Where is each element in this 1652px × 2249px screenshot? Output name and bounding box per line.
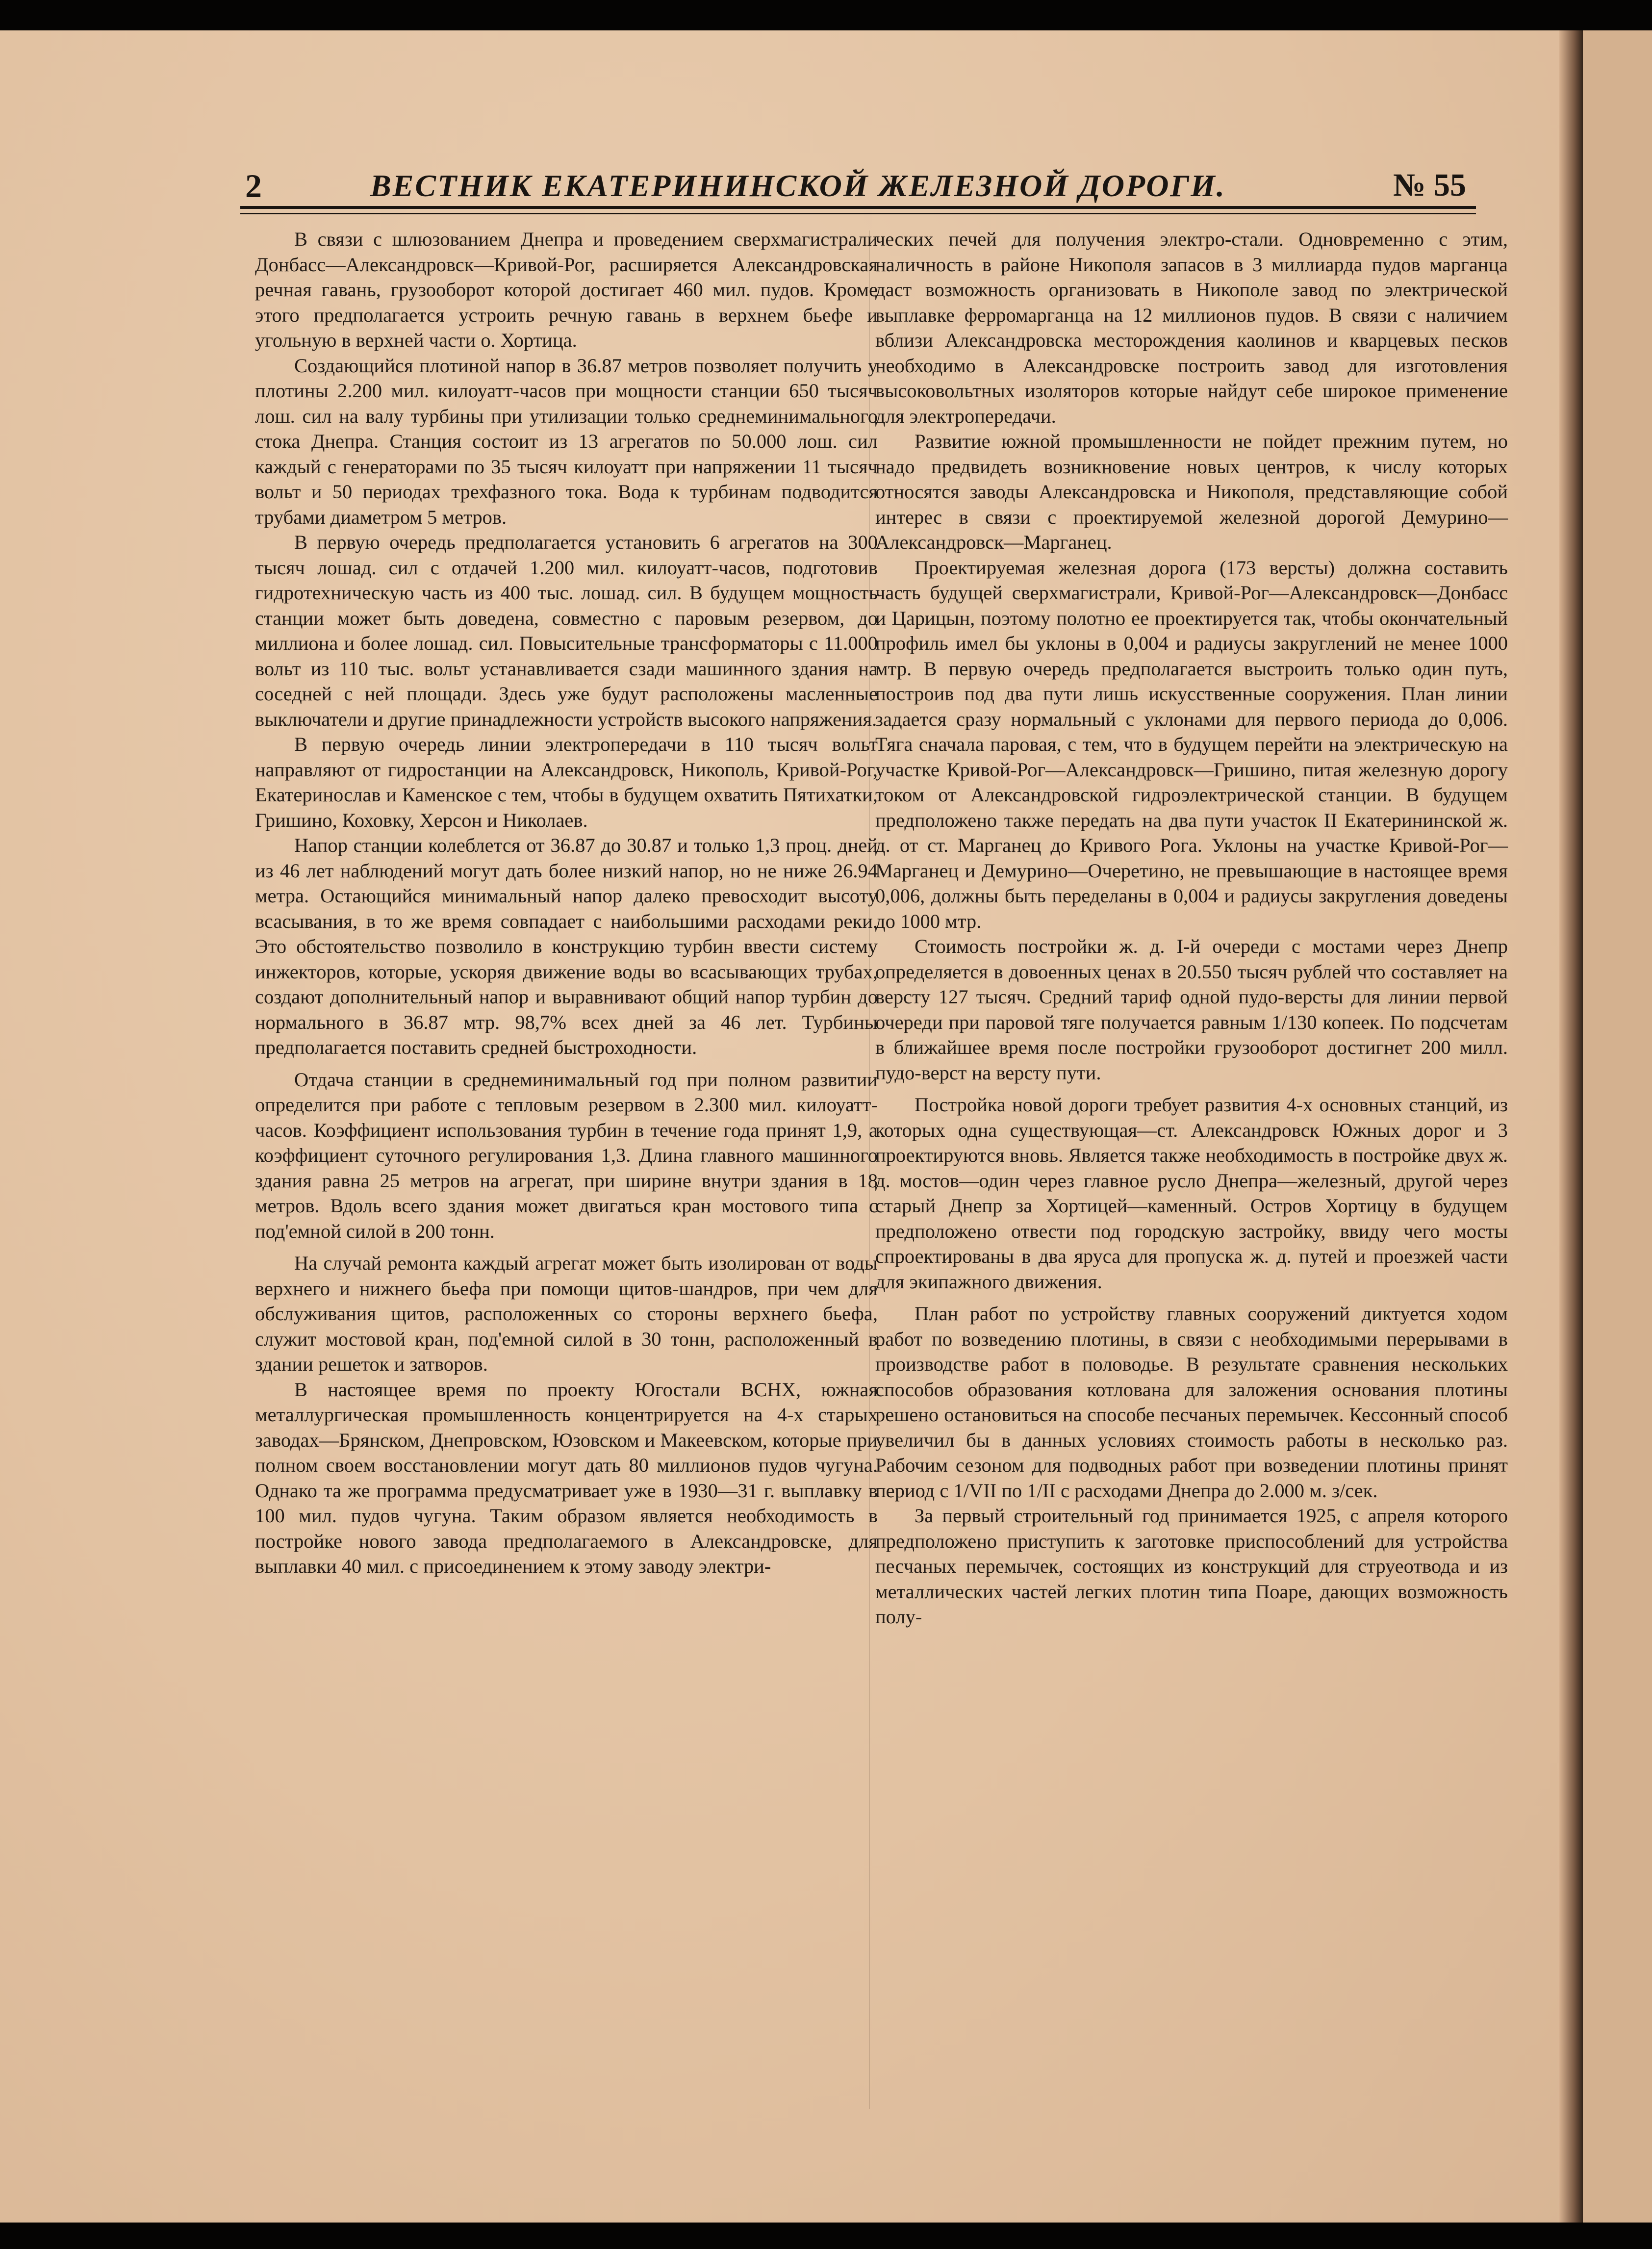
adjacent-page-edge: [1583, 30, 1652, 2223]
header-rule-thin: [240, 213, 1476, 214]
paragraph: Напор станции колеблется от 36.87 до 30.87 и только 1,3 проц. дней из 46 лет наблюдений могут дать более низкий напор, но не ниже 26.94 метра. Остающийся минимальный напор далеко превосходит высоту всасывания, в то же время совпадает с наибольшими расходами реки. Это обстоятельство позволило в конструкцию турбин ввести систему инжекторов, которые, ускоряя движение воды во всасывающих трубах, создают дополнительный напор и выравнивают общий напор турбин до нормального в 36.87 мтр. 98,7% всех дней за 46 лет. Турбины предполагается поставить средней быстроходности.: [255, 834, 878, 1058]
page-fold: [1559, 30, 1584, 2223]
newspaper-title: ВЕСТНИК ЕКАТЕРИНИНСКОЙ ЖЕЛЕЗНОЙ ДОРОГИ.: [370, 168, 1226, 203]
paragraph: ческих печей для получения электро-стали. Одновременно с этим, наличность в районе Никополя запасов в 3 миллиарда пудов марганца даст возможность организовать в Никополе завод по электрической выплавке ферромарганца на 12 миллионов пудов. В связи с наличием вблизи Александровска месторождения каолинов и кварцевых песков необходимо в Александровске построить завод для изготовления высоковольтных изоляторов которые найдут себе широкое применение для электропередачи.: [875, 228, 1508, 427]
paragraph: План работ по устройству главных сооружений диктуется ходом работ по возведению плотины, в связи с необходимыми перерывами в производстве работ в половодье. В результате сравнения нескольких способов образования котлована для заложения основания плотины решено остановиться на способе песчаных перемычек. Кессонный способ увеличил бы в данных условиях стоимость работы в несколько раз. Рабочим сезоном для подводных работ при возведении плотины принят период с 1/VII по 1/II с расходами Днепра до 2.000 м. з/сек.: [875, 1303, 1508, 1502]
left-column: [255, 227, 878, 1579]
paragraph: В настоящее время по проекту Югостали ВСНХ, южная металлургическая промышленность концентрируется на 4-х старых заводах—Брянском, Днепровском, Юзовском и Макеевском, которые при полном своем восстановлении могут дать 80 миллионов пудов чугуна. Однако та же программа предусматривает уже в 1930—31 г. выплавку в 100 мил. пудов чугуна. Таким образом является необходимость в постройке нового завода предполагаемого в Александровске, для выплавки 40 мил. с присоединением к этому заводу электри-: [255, 1378, 878, 1577]
issue-number: № 55: [1393, 167, 1466, 203]
paragraph: За первый строительный год принимается 1925, с апреля которого предположено приступить к заготовке приспособлений для устройства песчаных перемычек, состоящих из конструкций для струеотвода и из металлических частей легких плотин типа Поаре, дающих возможность полу-: [875, 1505, 1508, 1628]
page-number: 2: [245, 167, 262, 204]
paragraph: В связи с шлюзованием Днепра и проведением сверхмагистрали Донбасс—Александровск—Кривой-Рог, расширяется Александровская речная гавань, грузооборот которой достигает 460 мил. пудов. Кроме этого предполагается устроить речную гавань в верхнем бьефе и угольную в верхней части о. Хортица.: [255, 228, 878, 351]
paragraph: Развитие южной промышленности не пойдет прежним путем, но надо предвидеть возникновение новых центров, к числу которых относятся заводы Александровска и Никополя, представляющие собой интерес в связи с проектируемой железной дорогой Демурино—Александровск—Марганец.: [875, 430, 1508, 553]
paragraph: В первую очередь линии электропередачи в 110 тысяч вольт направляют от гидростанции на Александровск, Никополь, Кривой-Рог, Екатеринослав и Каменское с тем, чтобы в будущем охватить Пятихатки, Гришино, Коховку, Херсон и Николаев.: [255, 733, 878, 831]
paragraph: Отдача станции в среднеминимальный год при полном развитии определится при работе с тепловым резервом в 2.300 мил. килоуатт-часов. Коэффициент использования турбин в течение года принят 1,9, а коэффициент суточного регулирования 1,3. Длина главного машинного здания равна 25 метров на агрегат, при ширине внутри здания в 18 метров. Вдоль всего здания может двигаться кран мостового типа с под'емной силой в 200 тонн.: [255, 1068, 878, 1242]
paragraph: В первую очередь предполагается установить 6 агрегатов на 300 тысяч лошад. сил с отдачей 1.200 мил. килоуатт-часов, подготовив гидротехническую часть из 400 тыс. лошад. сил. В будущем мощность станции может быть доведена, совместно с паровым резервом, до миллиона и более лошад. сил. Повысительные трансформаторы с 11.000 вольт из 110 тыс. вольт устанавливается сзади машинного здания на соседней с ней площади. Здесь уже будут расположены масленные выключатели и другие принадлежности устройств высокого напряжения.: [255, 531, 878, 730]
paragraph: Проектируемая железная дорога (173 версты) должна составить часть будущей сверхмагистрали, Кривой-Рог—Александровск—Донбасс и Царицын, поэтому полотно ее проектируется так, чтобы окончательный профиль имел бы уклоны в 0,004 и радиусы закруглений не менее 1000 мтр. В первую очередь предполагается выстроить только один путь, построив под два пути лишь искусственные сооружения. План линии задается сразу нормальный с уклонами для первого периода до 0,006. Тяга сначала паровая, с тем, что в будущем перейти на электрическую на участке Кривой-Рог—Александровск—Гришино, питая железную дорогу током от Александровской гидроэлектрической станции. В будущем предположено также передать на два пути участок II Екатерининской ж. д. от ст. Марганец до Кривого Рога. Уклоны на участке Кривой-Рог—Марганец и Демурино—Очеретино, не превышающие в настоящее время 0,006, должны быть переделаны в 0,004 и радиусы закругления доведены до 1000 мтр.: [875, 556, 1508, 932]
paragraph: Постройка новой дороги требует развития 4-х основных станций, из которых одна существующая—ст. Александровск Южных дорог и 3 проектируются вновь. Является также необходимость в постройке двух ж. д. мостов—один через главное русло Днепра—железный, другой через старый Днепр за Хортицей—каменный. Остров Хортицу в будущем предположено отвести под городскую застройку, ввиду чего мосты спроектированы в два яруса для пропуска ж. д. путей и проезжей части для экипажного движения.: [875, 1094, 1508, 1293]
header-rule-thick: [240, 206, 1476, 209]
paragraph: Стоимость постройки ж. д. I-й очереди с мостами через Днепр определяется в довоенных ценах в 20.550 тысяч рублей что составляет на версту 127 тысяч. Средний тариф одной пудо-версты для линии первой очереди при паровой тяге получается равным 1/130 копеек. По подсчетам в ближайшее время после постройки грузооборот достигнет 200 милл. пудо-верст на версту пути.: [875, 935, 1508, 1084]
paragraph: Создающийся плотиной напор в 36.87 метров позволяет получить у плотины 2.200 мил. килоуатт-часов при мощности станции 650 тысяч лош. сил на валу турбины при утилизации только среднеминимального стока Днепра. Станция состоит из 13 агрегатов по 50.000 лош. сил каждый с генераторами по 35 тысяч килоуатт при напряжении 11 тысяч вольт и 50 периодах трехфазного тока. Вода к турбинам подводится трубами диаметром 5 метров.: [255, 354, 878, 528]
right-column: [875, 227, 1508, 1630]
paragraph: На случай ремонта каждый агрегат может быть изолирован от воды верхнего и нижнего бьефа при помощи щитов-шандров, при чем для обслуживания щитов, расположенных со стороны верхнего бьефа, служит мостовой кран, под'емной силой в 30 тонн, расположенный в здании решеток и затворов.: [255, 1252, 878, 1375]
